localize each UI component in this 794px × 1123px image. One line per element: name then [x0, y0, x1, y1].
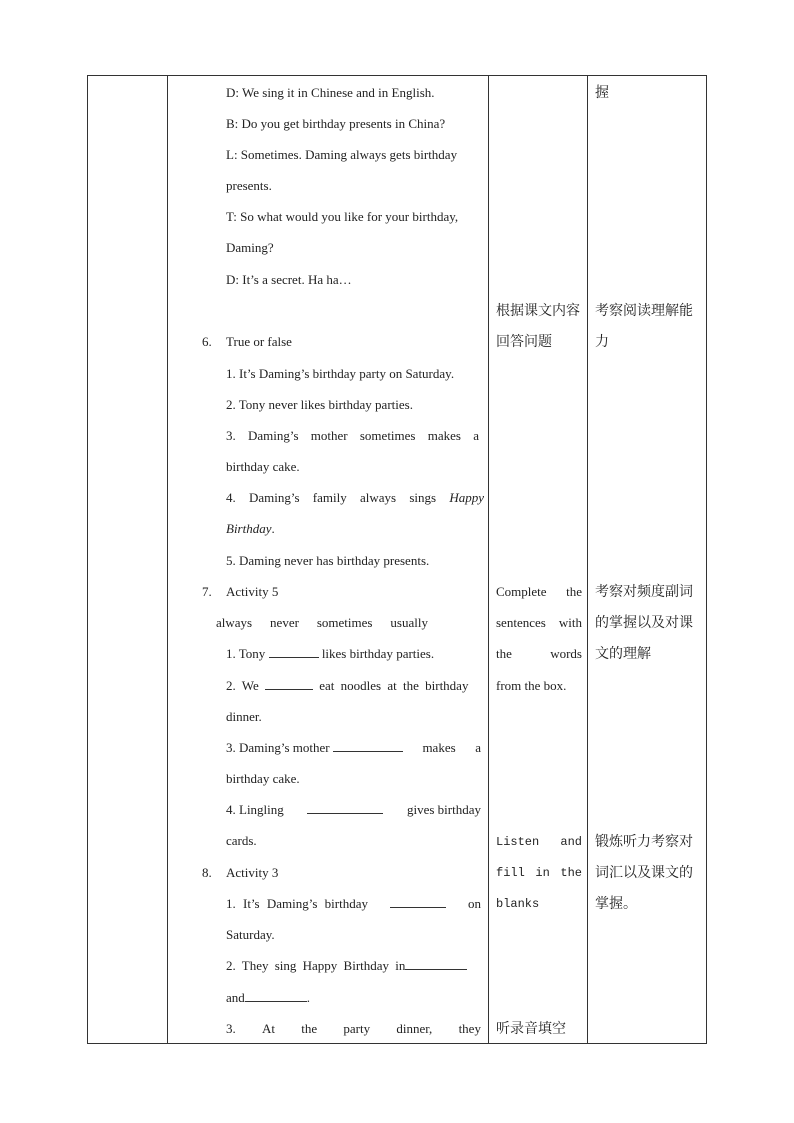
method-note: fill in the: [496, 866, 582, 880]
dialogue-line: L: Sometimes. Daming always gets birthday: [226, 147, 458, 162]
fill-sentence: 3. Daming’s mother makes a: [226, 740, 481, 755]
blank: [245, 989, 307, 1002]
item-number: 8.: [202, 865, 212, 880]
blank: [390, 895, 446, 908]
content-column: [168, 76, 488, 1043]
word: never: [270, 615, 299, 630]
item-number: 6.: [202, 334, 212, 349]
fill-sentence: 4. Lingling gives birthday: [226, 802, 481, 817]
statement: Birthday.: [226, 521, 275, 536]
dialogue-line: B: Do you get birthday presents in China?: [226, 116, 446, 131]
word: usually: [390, 615, 428, 630]
purpose-column: [588, 76, 708, 1043]
purpose-note: 力: [595, 334, 609, 350]
method-note: sentences with: [496, 615, 582, 630]
fill-sentence: birthday cake.: [226, 771, 300, 786]
fill-sentence: cards.: [226, 833, 257, 848]
method-note: Complete the: [496, 584, 582, 599]
method-note: 听录音填空: [496, 1021, 566, 1037]
purpose-note: 握: [595, 85, 609, 101]
statement: 4. Daming’s family always sings Happy: [226, 490, 484, 505]
method-column: [489, 76, 587, 1043]
word-box: [216, 614, 428, 632]
statement: 3. Daming’s mother sometimes makes a: [226, 428, 479, 443]
item-title: True or false: [226, 334, 292, 349]
dialogue-line: T: So what would you like for your birthday,: [226, 209, 459, 224]
dialogue-line: presents.: [226, 178, 272, 193]
blank: [333, 739, 403, 752]
dialogue-line: D: We sing it in Chinese and in English.: [226, 85, 435, 100]
statement: 2. Tony never likes birthday parties.: [226, 397, 413, 412]
fill-sentence: 3. At the party dinner, they: [226, 1021, 481, 1036]
fill-sentence: 1. It’s Daming’s birthday on: [226, 896, 481, 911]
fill-sentence: and .: [226, 990, 311, 1005]
blank: [269, 645, 319, 658]
purpose-note: 的掌握以及对课: [595, 615, 693, 631]
method-note: Listen and: [496, 835, 582, 849]
method-note: from the box.: [496, 678, 567, 693]
method-note: the words: [496, 646, 582, 661]
item-title: Activity 5: [226, 584, 279, 599]
blank: [405, 957, 467, 970]
dialogue-line: Daming?: [226, 240, 274, 255]
item-number: 7.: [202, 584, 212, 599]
item-title: Activity 3: [226, 865, 279, 880]
purpose-note: 词汇以及课文的: [595, 865, 693, 881]
method-note: blanks: [496, 897, 540, 911]
statement: 5. Daming never has birthday presents.: [226, 553, 430, 568]
purpose-note: 考察对频度副词: [595, 584, 693, 600]
fill-sentence: 2. We eat noodles at the birthday: [226, 678, 469, 693]
fill-sentence: dinner.: [226, 709, 262, 724]
word: always: [216, 615, 253, 630]
fill-sentence: 2. They sing Happy Birthday in: [226, 957, 467, 975]
dialogue-line: D: It’s a secret. Ha ha…: [226, 272, 352, 287]
method-note: 回答问题: [496, 334, 552, 350]
method-note: 根据课文内容: [496, 303, 580, 319]
lesson-table: [87, 75, 707, 1044]
statement: 1. It’s Daming’s birthday party on Saturday.: [226, 366, 455, 381]
word: sometimes: [316, 615, 373, 630]
purpose-note: 文的理解: [595, 646, 651, 662]
purpose-note: 锻炼听力考察对: [595, 834, 693, 850]
purpose-note: 掌握。: [595, 896, 637, 912]
blank: [307, 801, 383, 814]
purpose-note: 考察阅读理解能: [595, 303, 693, 319]
fill-sentence: Saturday.: [226, 927, 275, 942]
blank: [265, 677, 313, 690]
fill-sentence: 1. Tony likes birthday parties.: [226, 646, 435, 661]
statement: birthday cake.: [226, 459, 300, 474]
